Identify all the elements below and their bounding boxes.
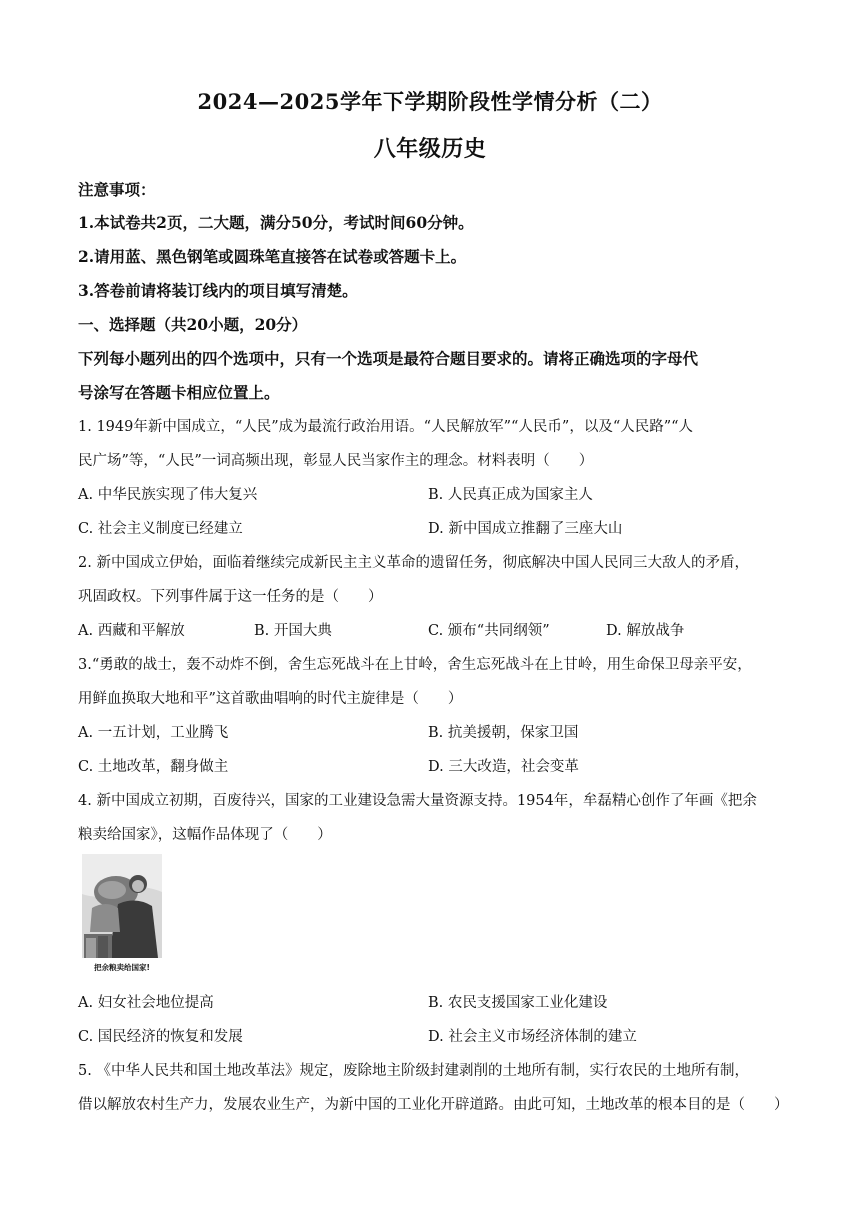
question-2-option-b[interactable]: B. 开国大典 <box>254 623 332 639</box>
question-3-option-b[interactable]: B. 抗美援朝，保家卫国 <box>428 725 579 741</box>
question-4-stem: 4. 新中国成立初期，百废待兴，国家的工业建设急需大量资源支持。1954年，牟磊精心创作了年画《把余 <box>78 793 757 809</box>
section-instruction: 号涂写在答题卡相应位置上。 <box>78 383 280 402</box>
question-1-stem: 民广场”等，“人民”一词高频出现，彰显人民当家作主的理念。材料表明（ ） <box>78 453 594 469</box>
question-3-stem: 用鲜血换取大地和平”这首歌曲唱响的时代主旋律是（ ） <box>78 691 463 707</box>
question-1-stem: 1. 1949年新中国成立，“人民”成为最流行政治用语。“人民解放军”“人民币”，以及“人民路”“人 <box>78 419 694 435</box>
notice-heading: 注意事项： <box>78 180 156 199</box>
question-5-stem: 5. 《中华人民共和国土地改革法》规定，废除地主阶级封建剥削的土地所有制，实行农民的土地所有制， <box>78 1063 749 1079</box>
question-4-option-c[interactable]: C. 国民经济的恢复和发展 <box>78 1029 243 1045</box>
question-4-option-b[interactable]: B. 农民支援国家工业化建设 <box>428 995 608 1011</box>
poster-caption: 把余粮卖给国家! <box>94 963 150 972</box>
question-3-stem: 3.“勇敢的战士，轰不动炸不倒，舍生忘死战斗在上甘岭，舍生忘死战斗在上甘岭，用生命保卫母亲平安， <box>78 657 752 673</box>
question-2-stem: 巩固政权。下列事件属于这一任务的是（ ） <box>78 589 383 605</box>
question-3-option-c[interactable]: C. 土地改革，翻身做主 <box>78 759 229 775</box>
question-5-stem: 借以解放农村生产力，发展农业生产，为新中国的工业化开辟道路。由此可知，土地改革的根本目的是（ ） <box>78 1097 789 1113</box>
question-2-stem: 2. 新中国成立伊始，面临着继续完成新民主主义革命的遗留任务，彻底解决中国人民同三大敌人的矛盾， <box>78 555 749 571</box>
notice-item: 2.请用蓝、黑色钢笔或圆珠笔直接答在试卷或答题卡上。 <box>78 247 467 266</box>
question-1-option-d[interactable]: D. 新中国成立推翻了三座大山 <box>428 521 623 537</box>
section-instruction: 下列每小题列出的四个选项中，只有一个选项是最符合题目要求的。请将正确选项的字母代 <box>78 349 699 368</box>
question-3-option-d[interactable]: D. 三大改造，社会变革 <box>428 759 579 775</box>
question-2-option-c[interactable]: C. 颁布“共同纲领” <box>428 623 550 639</box>
question-4-stem: 粮卖给国家》，这幅作品体现了（ ） <box>78 827 332 843</box>
question-3-option-a[interactable]: A. 一五计划，工业腾飞 <box>78 725 229 741</box>
question-2-option-d[interactable]: D. 解放战争 <box>606 623 685 639</box>
question-1-option-c[interactable]: C. 社会主义制度已经建立 <box>78 521 243 537</box>
notice-item: 1.本试卷共2页，二大题，满分50分，考试时间60分钟。 <box>78 213 474 232</box>
poster-image <box>78 852 166 972</box>
question-4-option-a[interactable]: A. 妇女社会地位提高 <box>78 995 214 1011</box>
notice-item: 3.答卷前请将装订线内的项目填写清楚。 <box>78 281 358 300</box>
section-heading: 一、选择题（共20小题，20分） <box>78 315 308 334</box>
question-2-option-a[interactable]: A. 西藏和平解放 <box>78 623 185 639</box>
exam-subtitle: 八年级历史 <box>373 136 487 162</box>
question-1-option-a[interactable]: A. 中华民族实现了伟大复兴 <box>78 487 258 503</box>
question-1-option-b[interactable]: B. 人民真正成为国家主人 <box>428 487 593 503</box>
exam-title: 2024—2025学年下学期阶段性学情分析（二） <box>197 89 663 114</box>
question-4-option-d[interactable]: D. 社会主义市场经济体制的建立 <box>428 1029 637 1045</box>
